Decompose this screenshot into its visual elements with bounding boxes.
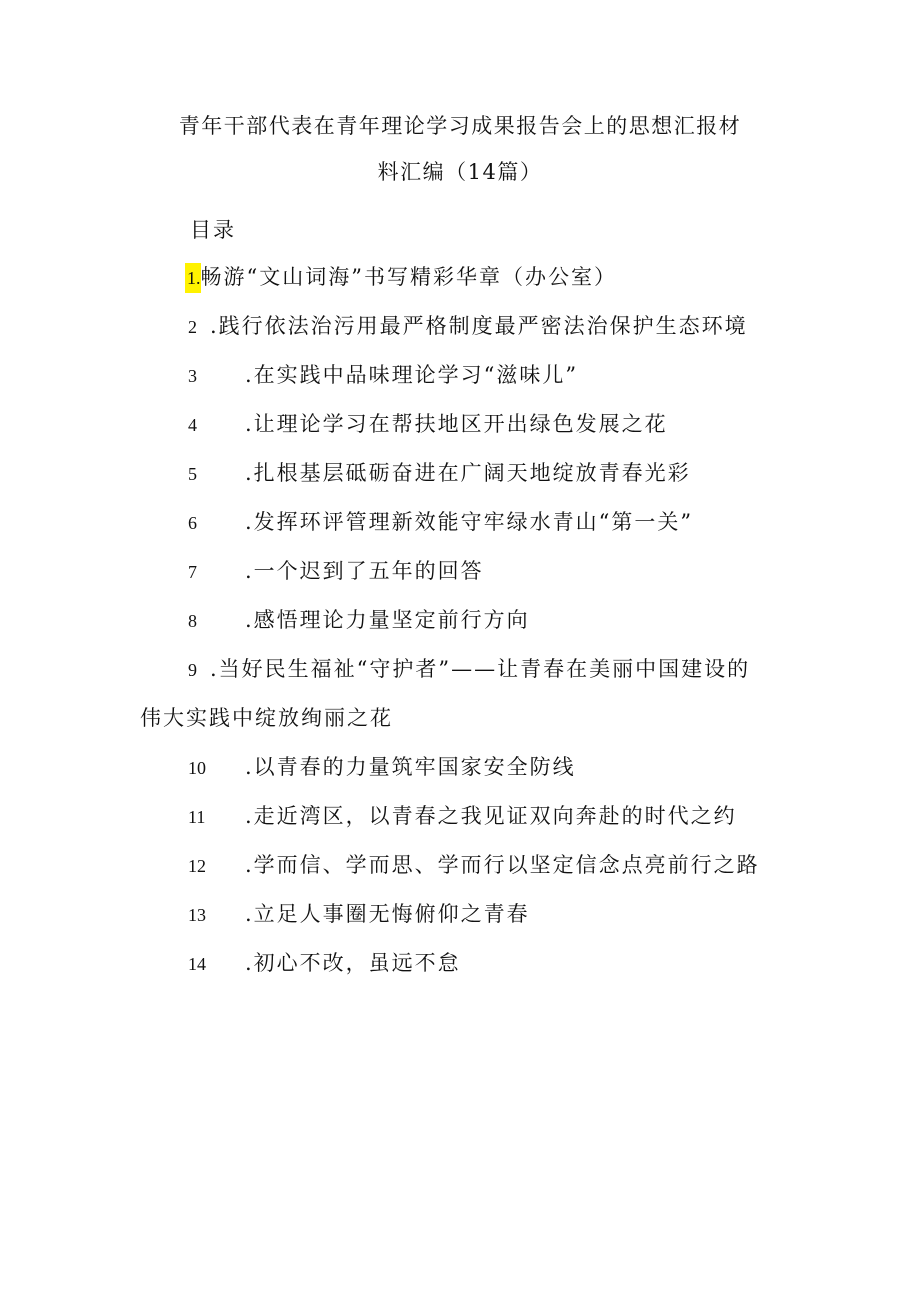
toc-item-1 bbox=[185, 262, 617, 293]
toc-item-text: .让理论学习在帮扶地区开出绿色发展之花 bbox=[245, 412, 668, 436]
toc-item-number: 2 bbox=[188, 317, 197, 337]
toc-item-13 bbox=[188, 899, 530, 930]
toc-item-text: .感悟理论力量坚定前行方向 bbox=[245, 608, 530, 632]
toc-item-number: 1. bbox=[185, 263, 201, 293]
toc-item-9 bbox=[188, 654, 750, 685]
toc-item-text: .扎根基层砥砺奋进在广阔天地绽放青春光彩 bbox=[245, 461, 691, 485]
toc-item-12 bbox=[188, 850, 760, 881]
toc-item-5 bbox=[188, 458, 691, 489]
document-title-line-1: 青年干部代表在青年理论学习成果报告会上的思想汇报材 bbox=[178, 114, 742, 138]
toc-item-number: 8 bbox=[188, 611, 197, 631]
toc-item-text: .践行依法治污用最严格制度最严密法治保护生态环境 bbox=[210, 314, 748, 338]
toc-item-text: .当好民生福祉“守护者”——让青春在美丽中国建设的 bbox=[210, 657, 751, 681]
toc-item-7 bbox=[188, 556, 484, 587]
toc-item-number: 3 bbox=[188, 366, 197, 386]
toc-item-text: 伟大实践中绽放绚丽之花 bbox=[140, 706, 393, 730]
toc-item-number: 7 bbox=[188, 562, 197, 582]
toc-item-2 bbox=[188, 311, 748, 342]
toc-item-number: 13 bbox=[188, 905, 206, 925]
toc-item-number: 5 bbox=[188, 464, 197, 484]
toc-item-number: 10 bbox=[188, 758, 206, 778]
toc-item-text: .立足人事圈无悔俯仰之青春 bbox=[245, 902, 530, 926]
toc-item-number: 9 bbox=[188, 660, 197, 680]
toc-item-8 bbox=[188, 605, 530, 636]
toc-item-14 bbox=[188, 948, 461, 979]
toc-item-text: .初心不改，虽远不怠 bbox=[245, 951, 461, 975]
toc-item-4 bbox=[188, 409, 668, 440]
toc-item-number: 11 bbox=[188, 807, 206, 827]
toc-item-3 bbox=[188, 360, 578, 391]
toc-item-number: 14 bbox=[188, 954, 206, 974]
toc-item-10 bbox=[188, 752, 576, 783]
toc-item-text: .在实践中品味理论学习“滋味儿” bbox=[245, 363, 579, 387]
toc-item-text: 畅游“文山词海”书写精彩华章（办公室） bbox=[200, 265, 617, 289]
toc-item-6 bbox=[188, 507, 693, 538]
toc-item-number: 4 bbox=[188, 415, 197, 435]
toc-item-text: .走近湾区，以青春之我见证双向奔赴的时代之约 bbox=[245, 804, 737, 828]
toc-item-number: 6 bbox=[188, 513, 197, 533]
toc-item-number: 12 bbox=[188, 856, 206, 876]
toc-item-text: .一个迟到了五年的回答 bbox=[245, 559, 484, 583]
toc-item-text: .以青春的力量筑牢国家安全防线 bbox=[245, 755, 576, 779]
toc-item-11 bbox=[188, 801, 737, 832]
toc-item-text: .学而信、学而思、学而行以坚定信念点亮前行之路 bbox=[245, 853, 760, 877]
toc-heading: 目录 bbox=[190, 218, 236, 242]
toc-item-9-continuation bbox=[140, 703, 393, 733]
document-title-line-2: 料汇编（14篇） bbox=[377, 160, 543, 184]
toc-item-text: .发挥环评管理新效能守牢绿水青山“第一关” bbox=[245, 510, 694, 534]
